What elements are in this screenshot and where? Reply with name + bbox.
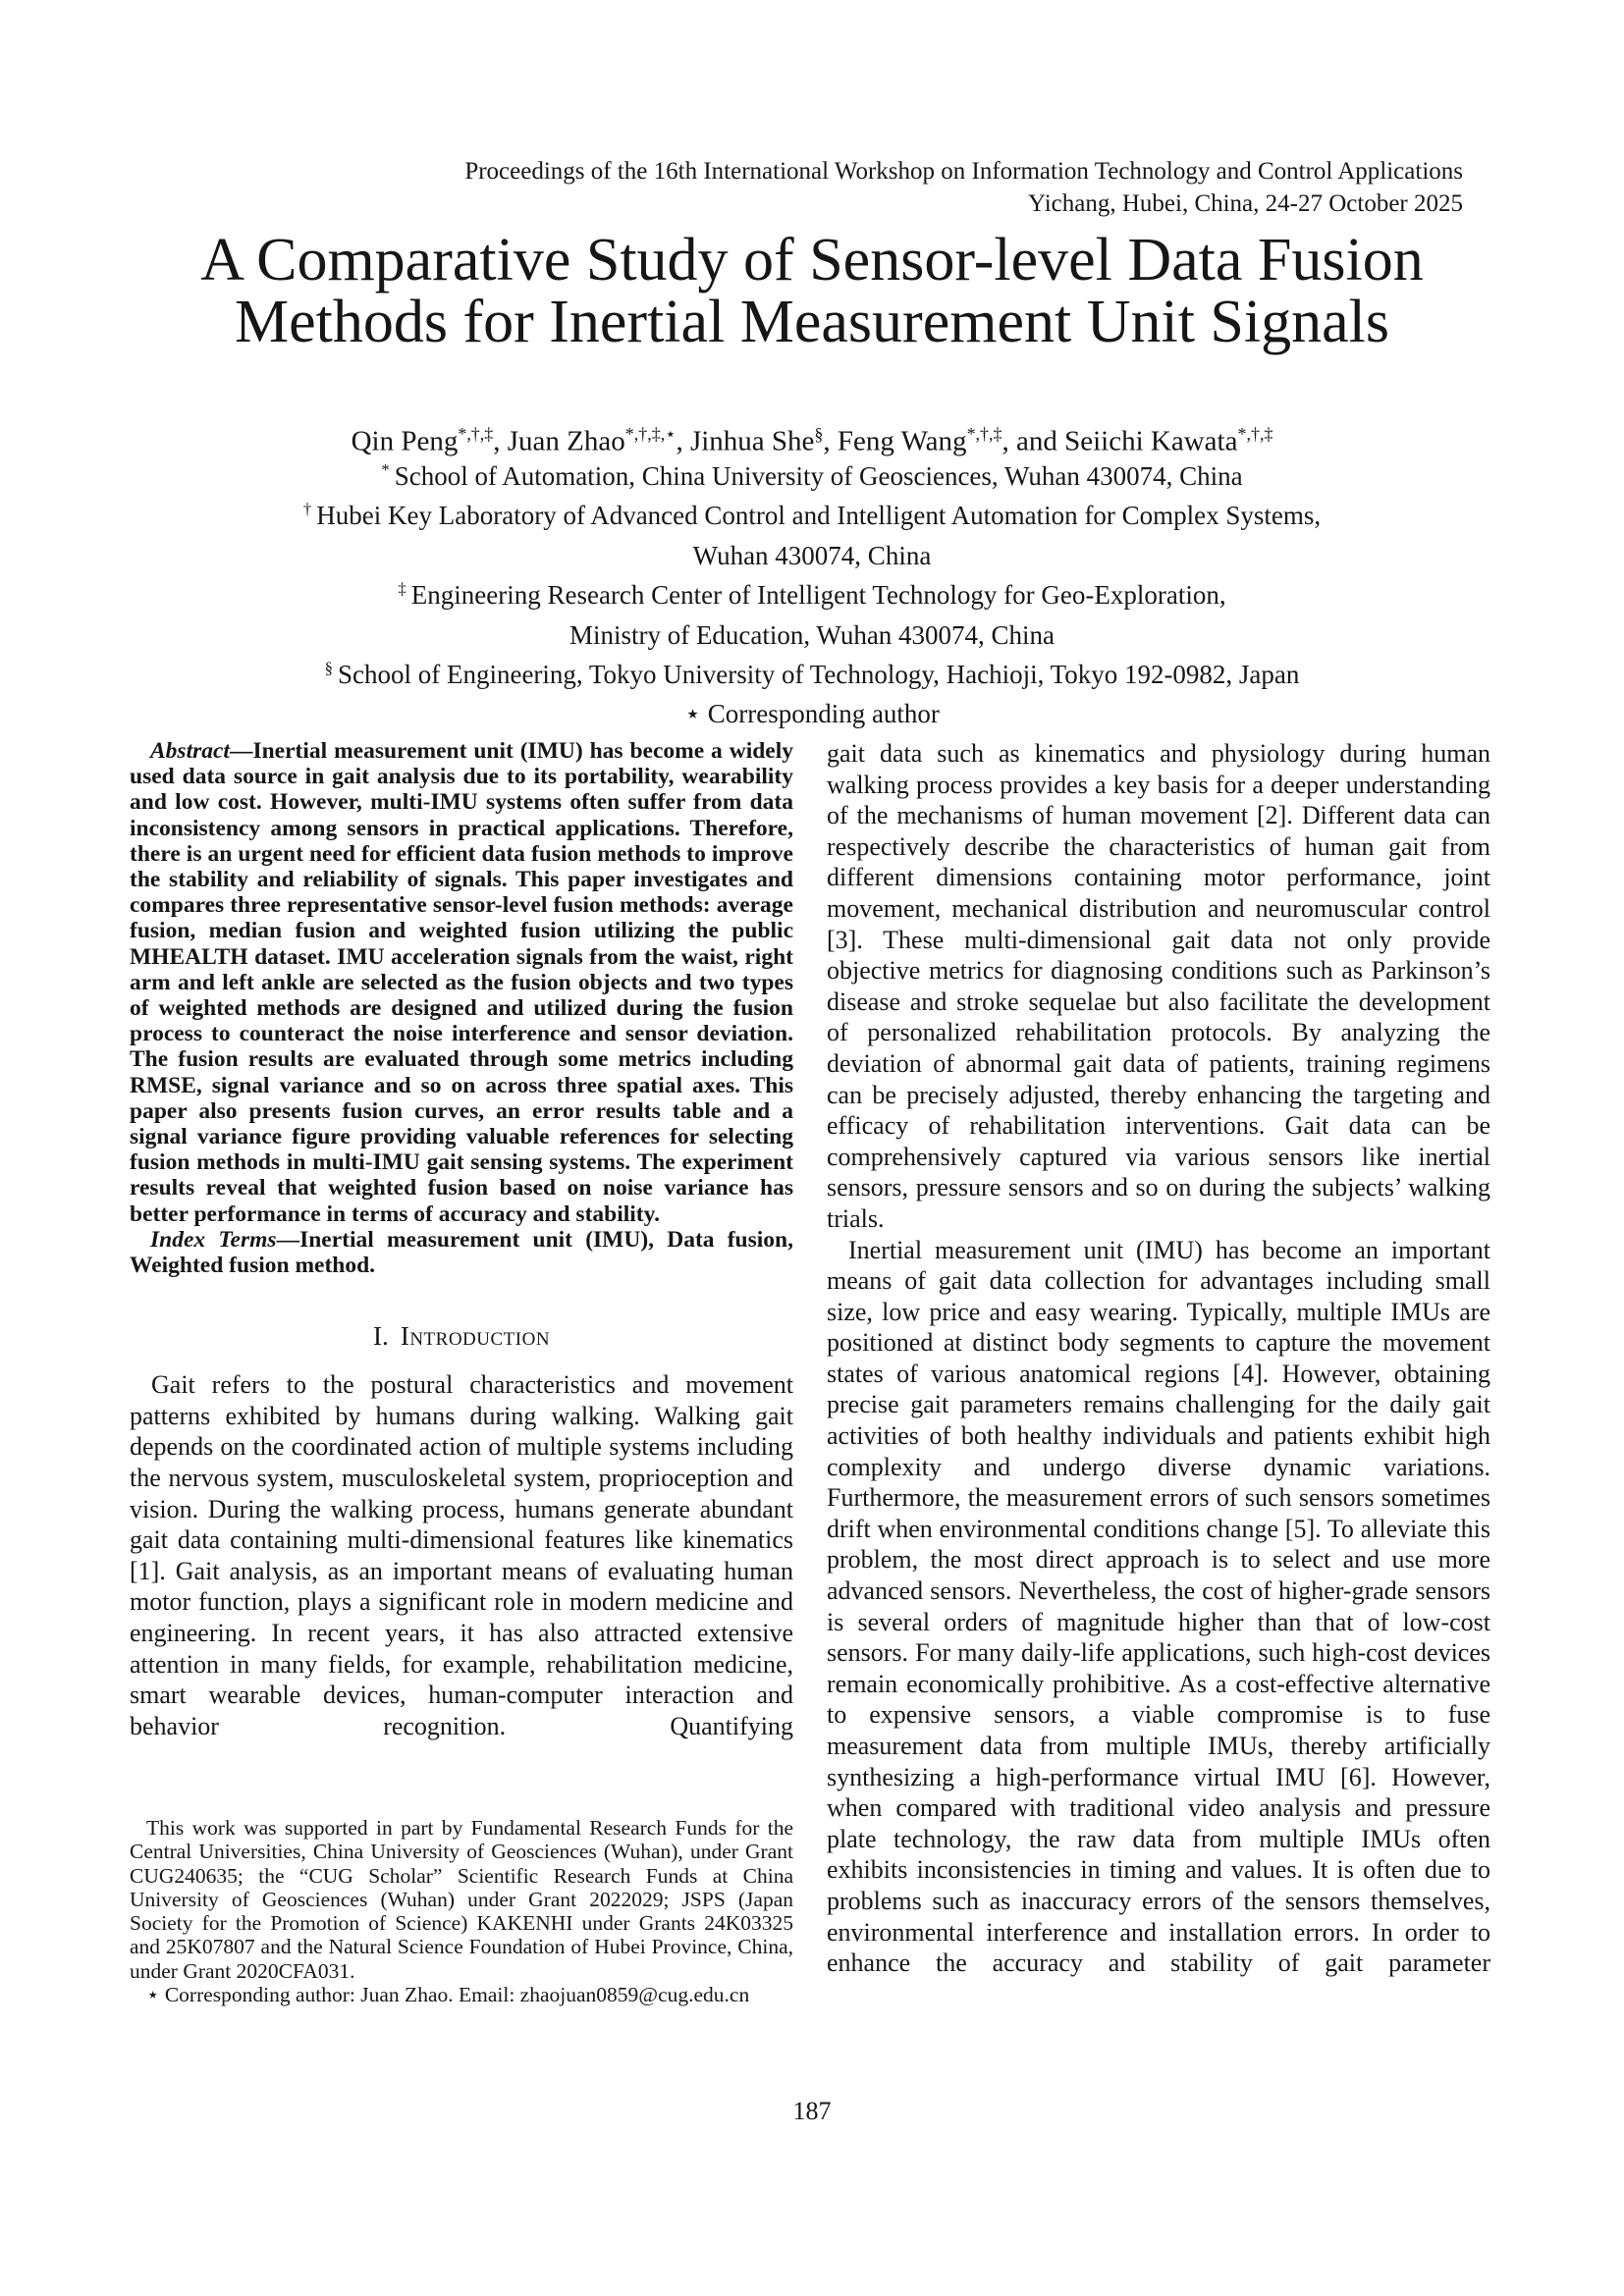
- right-column-paragraph-1: gait data such as kinematics and physiology during human walking process provides a key basis for a deeper understanding of the mechanisms of human movement [2]. Different data can respectively describe the characteristics of human gait from different dimensions containing motor performance, joint movement, mechanical distribution and neuromuscular control [3]. These multi-dimensional gait data not only provide objective metrics for diagnosing conditions such as Parkinson’s disease and stroke sequelae but also facilitate the development of personalized rehabilitation protocols. By analyzing the deviation of abnormal gait data of patients, training regimens can be precisely adjusted, thereby enhancing the targeting and efficacy of rehabilitation interventions. Gait data can be comprehensively captured via various sensors like inertial sensors, pressure sensors and so on during the subjects’ walking trials.: [827, 739, 1490, 1233]
- affiliation-line: [0, 533, 1624, 572]
- author-marks: *,†,‡: [1237, 424, 1273, 444]
- index-terms-dash: —: [276, 1226, 300, 1253]
- index-terms-text: Inertial measurement unit (IMU), Data fusion, Weighted fusion method.: [130, 1226, 793, 1279]
- funding-note: This work was supported in part by Fundamental Research Funds for the Central Universities, China University of Geosciences (Wuhan), under Grant CUG240635; the “CUG Scholar” Scientific Research Funds at China University of Geosciences (Wuhan) under Grant 2022029; JSPS (Japan Society for the Promotion of Science) KAKENHI under Grants 24K03325 and 25K07807 and the Natural Science Foundation of Hubei Province, China, under Grant 2020CFA031.: [130, 1816, 793, 1983]
- corresponding-author-note: ⋆ Corresponding author: Juan Zhao. Email: zhaojuan0859@cug.edu.cn: [146, 1983, 750, 2007]
- affiliation-text: Wuhan 430074, China: [692, 540, 932, 570]
- author-marks: §: [814, 424, 824, 444]
- affiliation-line: [0, 691, 1624, 730]
- author-marks: *,†,‡: [966, 424, 1002, 444]
- author-separator: ,: [823, 425, 838, 457]
- affiliation-text: School of Engineering, Tokyo University of Technology, Hachioji, Tokyo 192-0982, Japan: [337, 660, 1300, 690]
- abstract-label: Abstract: [150, 738, 230, 764]
- affiliation-line: [0, 493, 1624, 532]
- section-number: I.: [372, 1321, 389, 1352]
- author-marks: *,†,‡,⋆: [624, 424, 677, 444]
- affiliation-line: [0, 572, 1624, 612]
- proceedings-header-line1: Proceedings of the 16th International Workshop on Information Technology and Control Applications: [464, 158, 1463, 185]
- abstract: [130, 738, 793, 1227]
- affiliation-mark: *: [381, 460, 390, 479]
- paper-title-line1: A Comparative Study of Sensor-level Data Fusion: [200, 227, 1424, 294]
- affiliation-text: School of Automation, China University of Geosciences, Wuhan 430074, China: [394, 461, 1243, 491]
- affiliations: [0, 454, 1624, 731]
- affiliation-text: Hubei Key Laboratory of Advanced Control and Intelligent Automation for Complex Systems,: [316, 501, 1322, 531]
- affiliation-line: [0, 613, 1624, 652]
- affiliation-line: [0, 454, 1624, 493]
- author-name: Jinhua She: [689, 425, 815, 457]
- affiliation-line: [0, 652, 1624, 691]
- right-column-paragraph-2: Inertial measurement unit (IMU) has become an important means of gait data collection for advantages including small size, low price and easy wearing. Typically, multiple IMUs are positioned at distinct body segments to capture the movement states of various anatomical regions [4]. However, obtaining precise gait parameters remains challenging for the daily gait activities of both healthy individuals and patients exhibit high complexity and undergo diverse dynamic variations. Furthermore, the measurement errors of such sensors sometimes drift when environmental conditions change [5]. To alleviate this problem, the most direct approach is to select and use more advanced sensors. Nevertheless, the cost of higher-grade sensors is several orders of magnitude higher than that of low-cost sensors. For many daily-life applications, such high-cost devices remain economically prohibitive. As a cost-effective alternative to expensive sensors, a viable compromise is to fuse measurement data from multiple IMUs, thereby artificially synthesizing a high-performance virtual IMU [6]. However, when compared with traditional video analysis and pressure plate technology, the raw data from multiple IMUs often exhibits inconsistencies in timing and values. It is often due to problems such as inaccuracy errors of the sensors themselves, environmental interference and installation errors. In order to enhance the accuracy and stability of gait parameter: [827, 1235, 1490, 1978]
- section-heading-introduction: [130, 1320, 793, 1353]
- author-marks: *,†,‡: [458, 424, 494, 444]
- author-separator: , and: [1001, 425, 1065, 457]
- index-terms: [130, 1227, 793, 1278]
- author-separator: ,: [676, 425, 690, 457]
- left-column: [130, 738, 793, 1741]
- affiliation-mark: ‡: [398, 579, 406, 599]
- proceedings-header: [464, 155, 1463, 220]
- index-terms-label: Index Terms: [150, 1226, 277, 1253]
- affiliation-mark: †: [302, 500, 312, 519]
- right-column: [827, 738, 1490, 1979]
- first-page-footnote: [130, 1816, 793, 2006]
- paper-title: [0, 227, 1624, 355]
- paper-title-line2: Methods for Inertial Measurement Unit Signals: [234, 289, 1390, 355]
- affiliation-text: Ministry of Education, Wuhan 430074, China: [568, 619, 1056, 650]
- affiliation-text: ⋆ Corresponding author: [684, 699, 940, 729]
- page-number: 187: [792, 2097, 832, 2125]
- author-separator: ,: [493, 425, 508, 457]
- abstract-dash: —: [229, 738, 253, 764]
- author-name: Seiichi Kawata: [1064, 425, 1238, 457]
- section-title: Introduction: [400, 1321, 551, 1352]
- abstract-text: Inertial measurement unit (IMU) has become a widely used data source in gait analysis due to its portability, wearability and low cost. However, multi-IMU systems often suffer from data inconsistency among sensors in practical applications. Therefore, there is an urgent need for efficient data fusion methods to improve the stability and reliability of signals. This paper investigates and compares three representative sensor-level fusion methods: average fusion, median fusion and weighted fusion utilizing the public MHEALTH dataset. IMU acceleration signals from the waist, right arm and left ankle are selected as the fusion objects and two types of weighted methods are designed and utilized during the fusion process to counteract the noise interference and sensor deviation. The fusion results are evaluated through some metrics including RMSE, signal variance and so on across three spatial axes. This paper also presents fusion curves, an error results table and a signal variance figure providing valuable references for selecting fusion methods in multi-IMU gait sensing systems. The experiment results reveal that weighted fusion based on noise variance has better performance in terms of accuracy and stability.: [130, 738, 793, 1227]
- author-name: Feng Wang: [837, 425, 967, 457]
- affiliation-text: Engineering Research Center of Intelligent Technology for Geo-Exploration,: [410, 580, 1226, 611]
- proceedings-header-line2: Yichang, Hubei, China, 24-27 October 2025: [1028, 190, 1463, 217]
- introduction-paragraph: Gait refers to the postural characteristics and movement patterns exhibited by humans during walking. Walking gait depends on the coordinated action of multiple systems including the nervous system, musculoskeletal system, proprioception and vision. During the walking process, humans generate abundant gait data containing multi-dimensional features like kinematics [1]. Gait analysis, as an important means of evaluating human motor function, plays a significant role in modern medicine and engineering. In recent years, it has also attracted extensive attention in many fields, for example, rehabilitation medicine, smart wearable devices, human-computer interaction and behavior recognition. Quantifying: [130, 1370, 793, 1740]
- affiliation-mark: §: [324, 659, 333, 678]
- author-name: Juan Zhao: [507, 425, 625, 457]
- author-name: Qin Peng: [351, 425, 459, 457]
